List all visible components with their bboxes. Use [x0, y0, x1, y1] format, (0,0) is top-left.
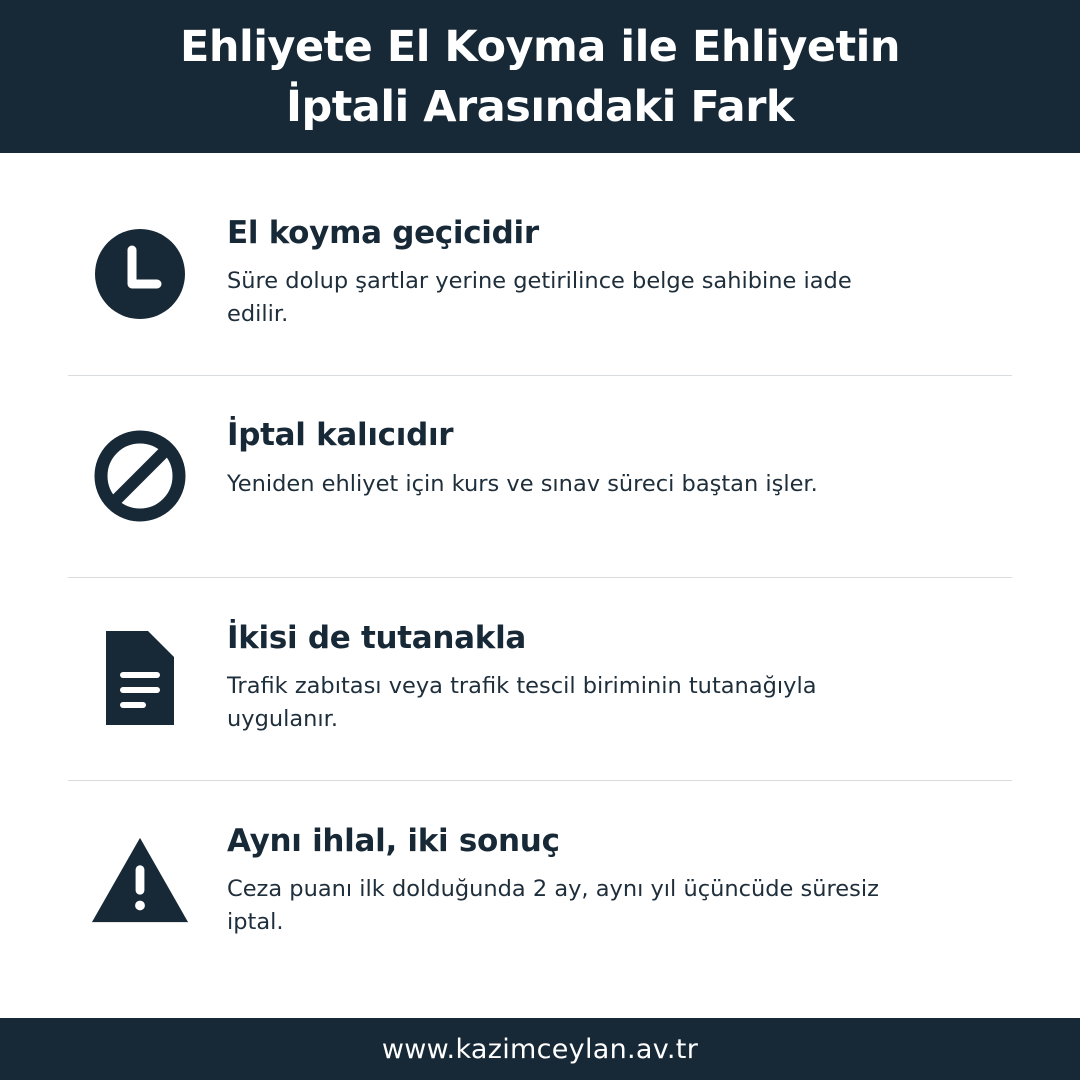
item-title: El koyma geçicidir [227, 215, 539, 251]
warning-icon [90, 829, 190, 929]
website-link[interactable]: www.kazimceylan.av.tr [381, 1033, 699, 1065]
page-title [180, 17, 900, 137]
footer-banner [0, 1018, 1080, 1080]
clock-icon [90, 224, 190, 324]
item-description: Yeniden ehliyet için kurs ve sınav süreci baştan işler. [227, 471, 818, 497]
list-item-both-by-report [0, 578, 1080, 780]
item-description: Süre dolup şartlar yerine getirilince belge sahibine iade edilir. [227, 268, 852, 327]
item-description: Trafik zabıtası veya trafik tescil biriminin tutanağıyla uygulanır. [227, 673, 817, 732]
header-banner [0, 0, 1080, 153]
item-title: İptal kalıcıdır [227, 417, 454, 453]
item-description: Ceza puanı ilk dolduğunda 2 ay, aynı yıl üçüncüde süresiz iptal. [227, 876, 879, 935]
prohibited-icon [90, 426, 190, 526]
list-item-temporary-seizure [0, 173, 1080, 375]
list-item-cancellation-permanent [0, 376, 1080, 578]
document-icon [90, 627, 190, 727]
title-line-2: İptali Arasındaki Fark [285, 81, 794, 132]
item-title: İkisi de tutanakla [227, 620, 527, 656]
item-title: Aynı ihlal, iki sonuç [227, 823, 560, 859]
title-line-1: Ehliyete El Koyma ile Ehliyetin [179, 21, 901, 72]
list-item-same-violation-two-outcomes [0, 781, 1080, 983]
